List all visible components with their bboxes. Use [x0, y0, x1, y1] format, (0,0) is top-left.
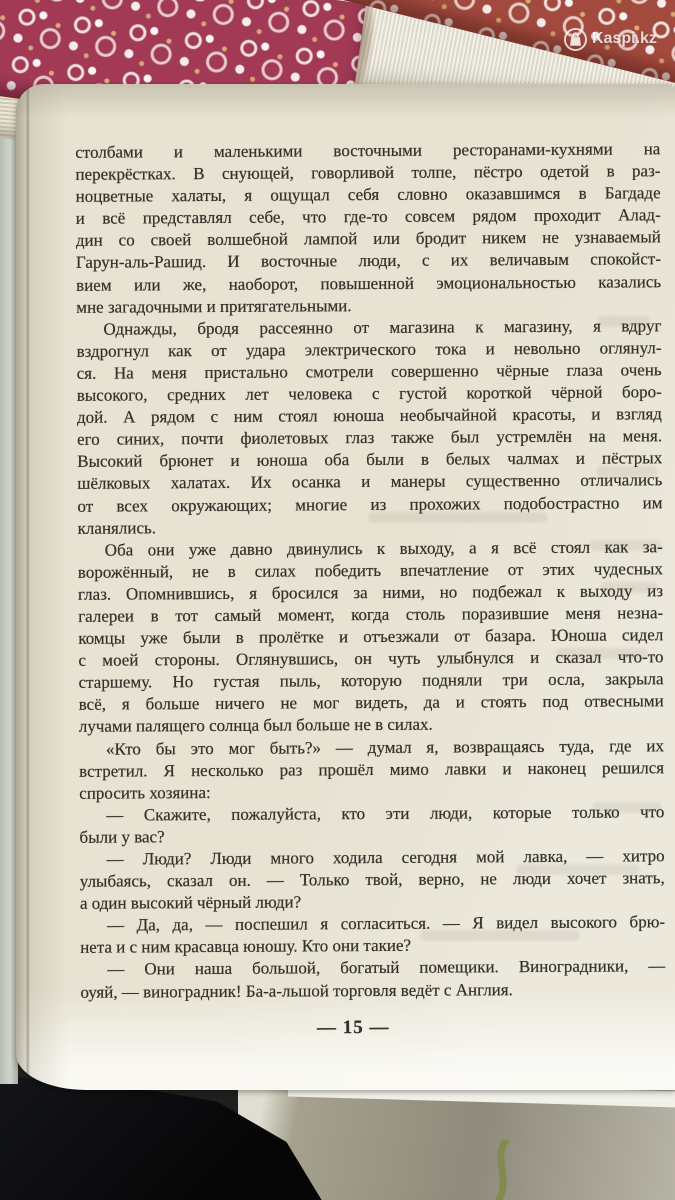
text-line: кланялись. — [77, 517, 157, 538]
text-line: его синих, почти фиолетовых глаз также был устремлён на меня. — [77, 426, 663, 450]
text-line: а один высокий чёрный люди? — [79, 892, 302, 913]
text-line: перекрёстках. В снующей, говорливой толпе, пёстро одетой в раз- — [75, 161, 661, 184]
text-line: от всех окружающих; многие из прохожих подобострастно им — [77, 492, 663, 516]
paragraph — [79, 801, 664, 849]
text-line: ся. На меня пристально смотрели совершенно чёрные глаза очень — [76, 360, 662, 383]
text-line: дой. А рядом с ним стоял юноша необычайной красоты, и взгляд — [76, 404, 662, 427]
text-line: были у вас? — [79, 827, 165, 847]
paragraph — [78, 536, 664, 738]
text-line: и всё представлял себе, что где-то совсем рядом проходит Алад- — [75, 205, 661, 229]
paragraph — [80, 956, 665, 1004]
text-line: высокого, средних лет человека с густой короткой чёрной боро- — [76, 382, 662, 405]
text-line: всё, я больше ничего не мог видеть, да и стоять под отвесными — [78, 691, 664, 715]
open-book-page — [16, 84, 675, 1090]
text-line: ноцветные халаты, я ощущал себя словно оказавшимся в Багдаде — [75, 183, 661, 206]
text-line: нета и с ним красавца юношу. Кто они такие? — [80, 936, 412, 958]
text-line: вздрогнул как от удара электрического тока и невольно оглянул- — [76, 338, 662, 361]
plant-stem-decoration — [482, 1140, 526, 1200]
kaspi-watermark — [564, 24, 674, 54]
text-line: с моей стороны. Оглянувшись, он чуть улыбнулся и сказал что-то — [78, 647, 664, 670]
paragraph — [75, 138, 661, 318]
paragraph — [79, 735, 664, 805]
text-line: улыбаясь, сказал он. — Только твой, верно, не люди хочет знать, — [79, 868, 665, 891]
text-line: Высокий брюнет и юноша оба были в белых чалмах и пёстрых — [77, 448, 663, 472]
paragraph — [80, 845, 665, 915]
text-line: мне загадочными и притягательными. — [76, 295, 352, 317]
text-line: вием или же, наоборот, повышенной эмоциональностью казались — [76, 271, 662, 295]
text-line: ворожённый, не в силах победить впечатление от этих чудесных — [77, 558, 663, 582]
text-line: Оба они уже давно двинулись к выходу, а я всё стоял как за- — [104, 536, 663, 560]
watermark-label: Kaspi.kz — [592, 30, 657, 47]
text-line: — Да, да, — поспешил я согласиться. — Я видел высокого брю- — [106, 912, 666, 935]
text-line: — Скажите, пожалуйста, кто эти люди, которые только что — [106, 802, 665, 825]
text-line: дин со своей волшебной лампой или бродит никем не узнаваемый — [75, 227, 661, 251]
text-line: глаз. Опомнившись, я бросился за ними, но подбежал к выходу из — [77, 581, 664, 604]
page-number: — 15 — — [316, 1016, 390, 1038]
text-line: галереи в тот самый момент, когда столь поразившие меня незна- — [78, 603, 664, 626]
paragraph — [76, 315, 662, 540]
text-line: — Люди? Люди много ходила сегодня мой лавка, — хитро — [106, 846, 665, 869]
text-line: оуяй, — виноградник! Ба-а-льшой торговля ведёт с Англия. — [80, 979, 513, 1002]
text-line: — Они наша большой, богатый помещики. Виноградники, — — [107, 956, 666, 980]
text-line: комцы уже были в пролётке и отъезжали от базара. Юноша сидел — [78, 625, 664, 648]
text-line: столбами и маленькими восточными ресторанами-кухнями на — [75, 139, 661, 162]
text-block — [75, 138, 665, 1040]
text-line: Гарун-аль-Рашид. И восточные люди, с их величавым спокойст- — [75, 249, 662, 273]
text-line: шёлковых халатах. Их осанка и манеры существенно отличались — [77, 470, 663, 494]
text-line: старшему. Но густая пыль, которую подняли три осла, закрыла — [78, 669, 664, 693]
text-line: «Кто бы это мог быть?» — думал я, возвращаясь туда, где их — [105, 735, 665, 759]
text-line: спросить хозяина: — [79, 782, 211, 803]
paragraph — [80, 911, 665, 959]
text-line: лучами палящего солнца был больше не в силах. — [78, 715, 433, 737]
kaspi-bag-icon — [564, 28, 587, 51]
text-line: встретил. Я несколько раз прошёл мимо лавки и наконец решился — [79, 757, 665, 781]
text-line: Однажды, бродя рассеянно от магазина к магазину, я вдруг — [103, 315, 662, 339]
